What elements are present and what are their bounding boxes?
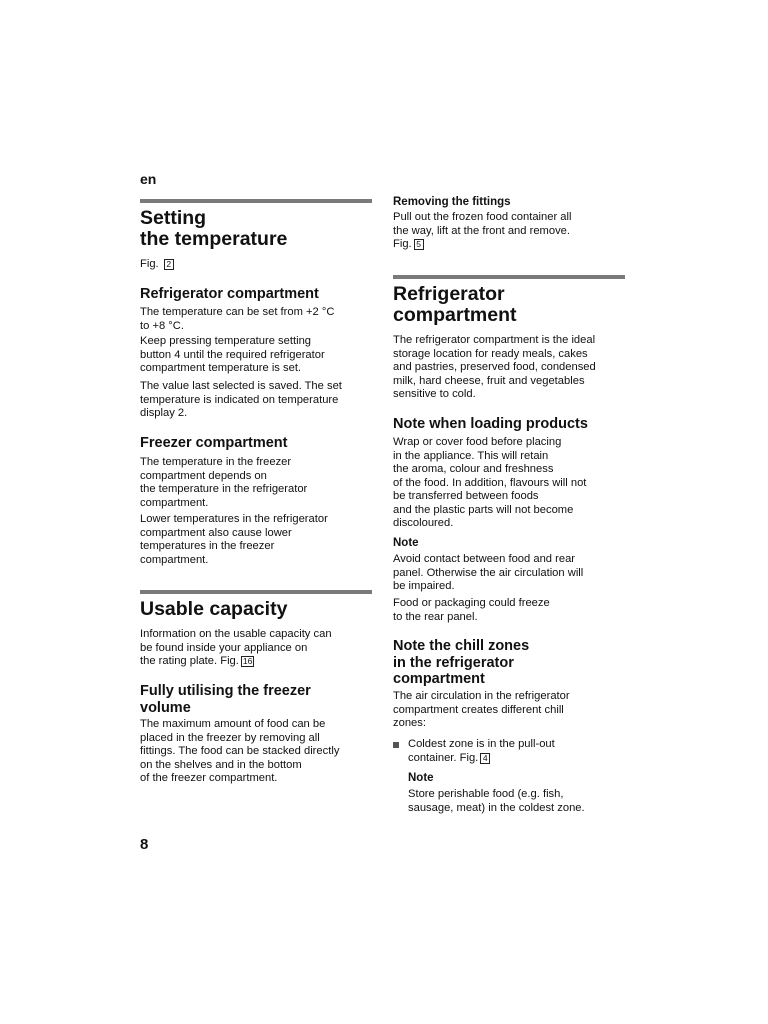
text-line: The air circulation in the refrigerator [393,690,570,702]
bullet-text [408,738,625,765]
text-line: Information on the usable capacity can [140,628,332,640]
text-line [140,655,372,669]
bullet-square-icon [393,742,399,748]
text-line: be transferred between foods [393,490,539,502]
fully-utilising-p1 [140,718,372,786]
section-rule [140,199,372,203]
freezer-temp-p1 [140,456,372,510]
text-line: display 2. [140,407,188,419]
text-line: to the rear panel. [393,610,478,623]
chill-zones-heading [393,638,529,688]
text-line: the temperature in the refrigerator [140,483,308,495]
note-label: Note [408,772,434,784]
title-line-1: Setting [140,207,207,229]
text-line: zones: [393,717,426,729]
text-line [393,238,625,252]
text-line: the aroma, colour and freshness [393,463,554,475]
text-line: temperatures in the freezer [140,540,275,552]
text-line: be impaired. [393,580,455,592]
text-line: fittings. The food can be stacked directly [140,745,340,757]
text-line: Food or packaging could freeze [393,597,550,609]
fig-prefix: Fig. [393,238,412,250]
text-line: Pull out the frozen food container all [393,211,572,223]
list-item [393,738,625,768]
heading-line: Fully utilising the freezer [140,683,311,699]
setting-temperature-title [140,208,287,250]
text-line: and pastries, preserved food, condensed [393,361,596,373]
title-line-2: the temperature [140,228,288,250]
text-line: The value last selected is saved. The set [140,380,342,392]
text-line: Keep pressing temperature setting [140,335,312,347]
usable-capacity-title: Usable capacity [140,598,288,620]
freezer-temp-p2 [140,513,372,567]
text-line: Lower temperatures in the refrigerator [140,513,328,525]
text-line [408,752,625,766]
chill-zones-p1 [393,690,625,731]
text-line: sensitive to cold. [393,388,476,400]
fig-number-box: 4 [480,753,490,764]
section-rule [393,275,625,279]
note-label: Note [393,537,419,549]
text-line: to +8 °C. [140,319,184,332]
fig-prefix: Fig. [140,258,159,270]
text-line: in the appliance. This will retain [393,449,549,462]
text-line: compartment. [140,496,209,509]
fig-number-box: 16 [242,656,253,666]
text-line: compartment creates different chill [393,703,564,716]
text-line: be found inside your appliance on [140,641,308,654]
text-line: Avoid contact between food and rear [393,553,576,565]
text-line: of the food. In addition, flavours will not [393,476,587,489]
title-line-2: compartment [393,304,517,326]
usable-capacity-p1 [140,628,372,669]
text-line: discoloured. [393,517,454,529]
fig-number-box: 5 [414,239,424,250]
text-line: The maximum amount of food can be [140,718,326,730]
chill-note-p1 [408,788,625,815]
text-fragment: the rating plate. Fig. [140,655,239,667]
language-label: en [140,171,157,187]
text-line: compartment also cause lower [140,526,292,539]
text-line: Store perishable food (e.g. fish, [408,788,564,800]
text-line: The temperature can be set from +2 °C [140,306,335,318]
refrigerator-compartment-p1 [393,334,625,402]
heading-line: in the refrigerator [393,654,514,671]
loading-note-p1 [393,553,625,594]
text-line: The temperature in the freezer [140,456,292,468]
text-line: the way, lift at the front and remove. [393,224,571,237]
loading-products-p1 [393,436,625,531]
text-line: Wrap or cover food before placing [393,436,562,448]
title-line-1: Refrigerator [393,283,505,305]
heading-line: compartment [393,671,485,687]
loading-note-p2 [393,597,625,624]
heading-line: volume [140,699,191,716]
text-line: panel. Otherwise the air circulation will [393,566,584,579]
text-line: compartment. [140,553,209,566]
text-line: storage location for ready meals, cakes [393,347,588,360]
text-line: compartment depends on [140,469,267,482]
text-line: button 4 until the required refrigerator [140,348,325,361]
section-rule [140,590,372,594]
fridge-temp-p2 [140,335,372,376]
text-line: on the shelves and in the bottom [140,758,302,771]
removing-fittings-p1 [393,211,625,252]
refrigerator-compartment-title [393,284,517,326]
text-line: and the plastic parts will not become [393,503,574,516]
fridge-temp-p1 [140,306,372,333]
loading-products-heading: Note when loading products [393,416,588,432]
text-line: placed in the freezer by removing all [140,731,320,744]
text-line: Coldest zone is in the pull-out [408,738,555,750]
text-fragment: container. Fig. [408,751,479,764]
fully-utilising-heading [140,683,311,716]
fridge-temp-heading: Refrigerator compartment [140,286,319,302]
text-line: temperature is indicated on temperature [140,393,339,406]
text-line: of the freezer compartment. [140,772,278,784]
page-number: 8 [140,836,149,853]
text-line: The refrigerator compartment is the ideal [393,334,596,346]
fig-number-box: 2 [164,259,174,270]
text-line: milk, hard cheese, fruit and vegetables [393,374,585,387]
freezer-temp-heading: Freezer compartment [140,435,288,451]
text-line: sausage, meat) in the coldest zone. [408,801,585,814]
heading-line: Note the chill zones [393,638,530,654]
text-line: compartment temperature is set. [140,362,302,374]
fridge-temp-p3 [140,380,372,421]
removing-fittings-heading: Removing the fittings [393,196,511,208]
setting-fig-ref [140,258,372,272]
